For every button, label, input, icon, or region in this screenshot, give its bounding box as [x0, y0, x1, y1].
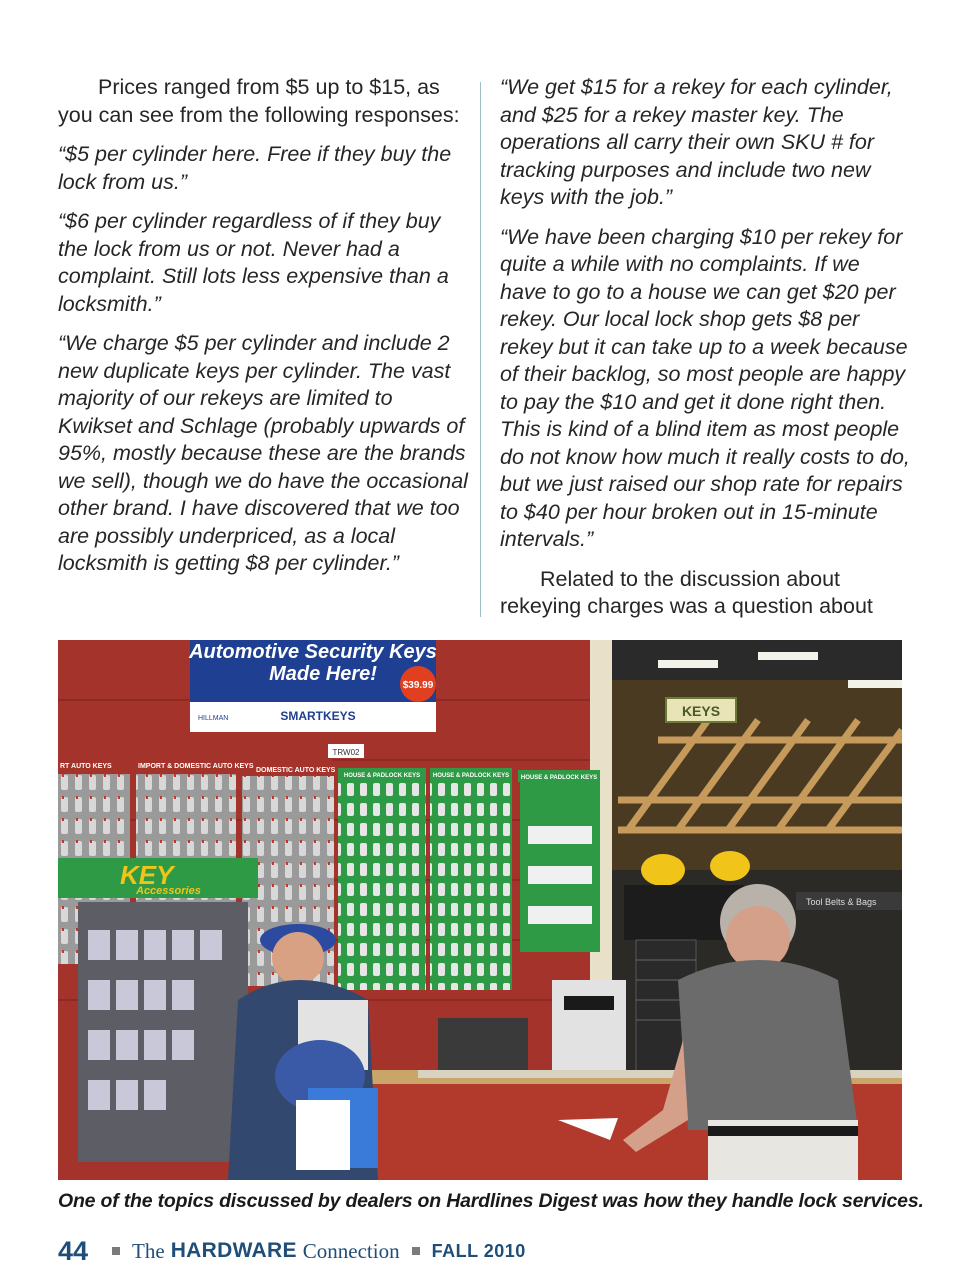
model-tag: TRW02 — [332, 748, 360, 757]
article-right-column — [500, 74, 910, 633]
board-header: RT AUTO KEYS — [60, 763, 112, 770]
key-counter-illustration — [58, 640, 902, 1180]
board-header: HOUSE & PADLOCK KEYS — [432, 773, 510, 779]
board-header: HOUSE & PADLOCK KEYS — [343, 773, 421, 779]
paragraph: Prices ranged from $5 up to $15, as you can see from the following responses: — [58, 75, 460, 127]
quote-paragraph: “We charge $5 per cylinder and include 2 new duplicate keys per cylinder. The vast majority of our rekeys are limited to Kwikset and Schlage (probably upwards of 95%, mostly because these are the brands we sell), though we do have the occasional other brand. I have discovered that we too are possibly underpriced, as a local locksmith is getting $8 per cylinder.” — [58, 331, 468, 575]
board-header: DOMESTIC AUTO KEYS — [256, 767, 336, 774]
magazine-name-hardware: HARDWARE — [170, 1239, 297, 1262]
paragraph: Related to the discussion about rekeying charges was a question about — [500, 566, 873, 618]
aisle-sign: KEYS — [681, 703, 721, 719]
banner-price: $39.99 — [402, 680, 434, 691]
board-header: HOUSE & PADLOCK KEYS — [520, 775, 598, 781]
banner-brand: SMARTKEYS — [280, 709, 356, 723]
shelf-sign: Tool Belts & Bags — [806, 897, 877, 907]
separator-square — [412, 1247, 420, 1255]
photo-caption: One of the topics discussed by dealers on Hardlines Digest was how they handle lock services. — [58, 1190, 924, 1212]
quote-paragraph: “$5 per cylinder here. Free if they buy the lock from us.” — [58, 142, 452, 194]
page-footer — [58, 1236, 526, 1266]
banner-title: Automotive Security Keys — [189, 641, 437, 663]
key-accessories-sign-sub: Accessories — [136, 885, 201, 897]
magazine-name-connection: Connection — [302, 1238, 400, 1263]
banner-subtitle: Made Here! — [269, 663, 377, 685]
column-divider — [480, 82, 481, 617]
magazine-name-the: The — [132, 1238, 165, 1263]
quote-paragraph: “$6 per cylinder regardless of if they buy the lock from us or not. Never had a complaint. Still lots less expensive than a locksmith.” — [58, 209, 449, 316]
store-photo — [58, 640, 902, 1180]
quote-paragraph: “We get $15 for a rekey for each cylinder, and $25 for a rekey master key. The operations all carry their own SKU # for tracking purposes and include two new keys with the job.” — [500, 75, 893, 209]
key-accessories-sign-main: KEY — [120, 860, 174, 890]
page-number: 44 — [58, 1235, 89, 1266]
issue-label: FALL 2010 — [431, 1240, 526, 1261]
banner-maker: HILLMAN — [198, 715, 229, 722]
quote-paragraph: “We have been charging $10 per rekey for quite a while with no complaints. If we have to go to a house we can get $20 per rekey. Our local lock shop gets $8 per rekey but it can take up to a week because of their backlog, so most people are happy to pay the $10 and get it done right then. This is kind of a blind item as most people do not know how much it really costs to do, but we just raised our shop rate for repairs to $40 per hour broken out in 15-minute intervals.” — [500, 224, 910, 551]
board-header: IMPORT & DOMESTIC AUTO KEYS — [138, 763, 254, 770]
article-left-column — [58, 74, 468, 590]
separator-square — [112, 1247, 120, 1255]
